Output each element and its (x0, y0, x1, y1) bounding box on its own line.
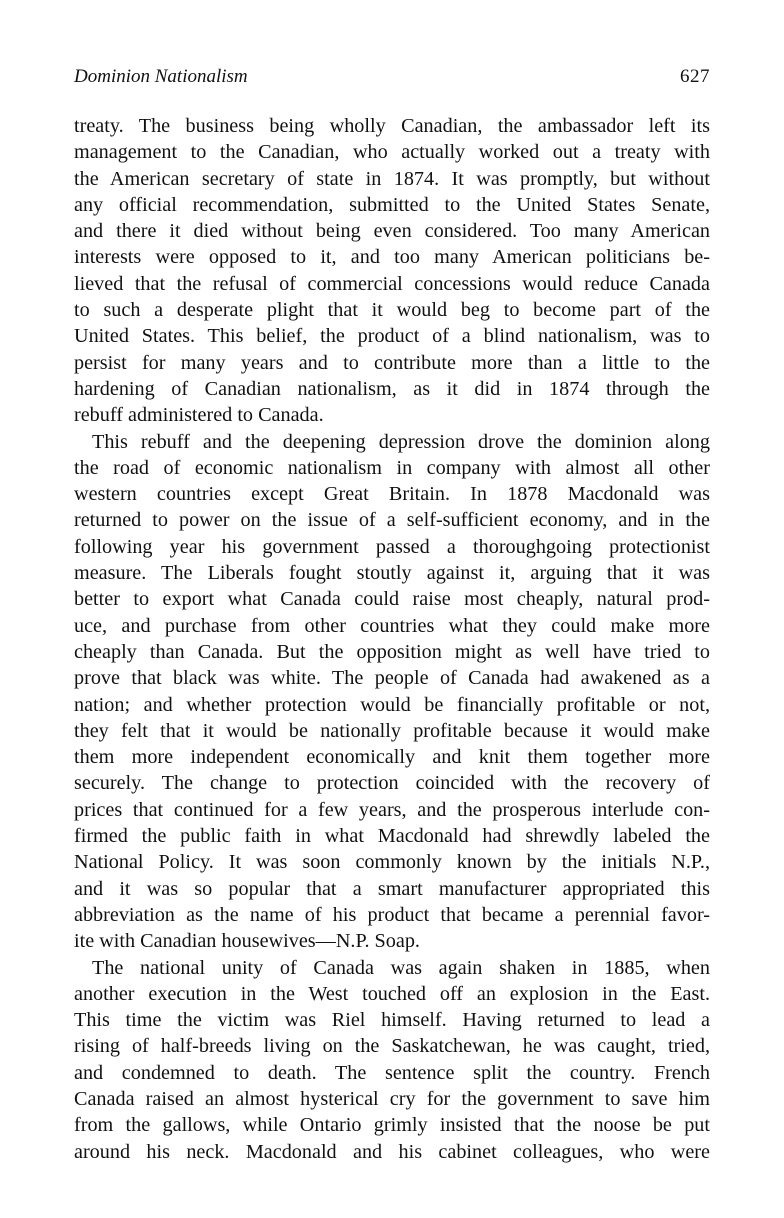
text-line: firmed the public faith in what Macdonald had shrewdly labeled the (74, 825, 710, 848)
text-line: western countries except Great Britain. In 1878 Macdonald was (74, 483, 710, 506)
text-line: nation; and whether protection would be financially profitable or not, (74, 693, 710, 716)
text-line: and condemned to death. The sentence split the country. French (74, 1061, 710, 1084)
paragraph (74, 955, 710, 1165)
text-line: This time the victim was Riel himself. Having returned to lead a (74, 1009, 710, 1032)
page-number: 627 (680, 66, 710, 87)
text-line: measure. The Liberals fought stoutly against it, arguing that it was (74, 562, 710, 585)
text-line: rising of half-breeds living on the Saskatchewan, he was caught, tried, (74, 1035, 710, 1058)
text-line: better to export what Canada could raise most cheaply, natural prod- (74, 588, 710, 611)
text-line: persist for many years and to contribute more than a little to the (74, 351, 710, 374)
paragraph (74, 113, 710, 429)
text-line: from the gallows, while Ontario grimly insisted that the noose be put (74, 1114, 710, 1137)
text-line: uce, and purchase from other countries what they could make more (74, 614, 710, 637)
running-head (74, 66, 710, 94)
text-line: returned to power on the issue of a self-sufficient economy, and in the (74, 509, 710, 532)
text-line: treaty. The business being wholly Canadian, the ambassador left its (74, 115, 710, 137)
paragraph (74, 429, 710, 955)
running-title: Dominion Nationalism (74, 66, 248, 87)
text-line: any official recommendation, submitted to the United States Senate, (74, 193, 710, 216)
text-line: lieved that the refusal of commercial concessions would reduce Canada (74, 272, 710, 295)
text-line: following year his government passed a thoroughgoing protectionist (74, 535, 710, 558)
text-line: and there it died without being even considered. Too many American (74, 220, 710, 243)
text-line: ite with Canadian housewives—N.P. Soap. (74, 930, 420, 953)
text-line: prices that continued for a few years, and the prosperous interlude con- (74, 798, 710, 821)
text-line: the American secretary of state in 1874. It was promptly, but without (74, 167, 710, 190)
text-line: to such a desperate plight that it would beg to become part of the (74, 299, 710, 322)
text-line: rebuff administered to Canada. (74, 404, 324, 427)
text-line: them more independent economically and knit them together more (74, 746, 710, 769)
text-line: hardening of Canadian nationalism, as it did in 1874 through the (74, 377, 710, 400)
text-line: and it was so popular that a smart manufacturer appropriated this (74, 877, 710, 900)
body-text (74, 113, 710, 1165)
text-line: they felt that it would be nationally profitable because it would make (74, 719, 710, 742)
text-line: abbreviation as the name of his product that became a perennial favor- (74, 903, 710, 926)
text-line: the road of economic nationalism in company with almost all other (74, 456, 710, 479)
text-line: United States. This belief, the product of a blind nationalism, was to (74, 325, 710, 348)
text-line: prove that black was white. The people of Canada had awakened as a (74, 667, 710, 690)
text-line: National Policy. It was soon commonly known by the initials N.P., (74, 851, 710, 874)
text-line: interests were opposed to it, and too many American politicians be- (74, 246, 710, 269)
text-line: management to the Canadian, who actually worked out a treaty with (74, 141, 710, 164)
text-line: cheaply than Canada. But the opposition might as well have tried to (74, 640, 710, 663)
text-line: Canada raised an almost hysterical cry for the government to save him (74, 1087, 710, 1110)
text-line: The national unity of Canada was again shaken in 1885, when (92, 956, 710, 979)
text-line: securely. The change to protection coincided with the recovery of (74, 772, 710, 795)
text-line: another execution in the West touched off an explosion in the East. (74, 982, 710, 1005)
text-line: around his neck. Macdonald and his cabinet colleagues, who were (74, 1140, 710, 1163)
text-line: This rebuff and the deepening depression drove the dominion along (92, 430, 710, 453)
